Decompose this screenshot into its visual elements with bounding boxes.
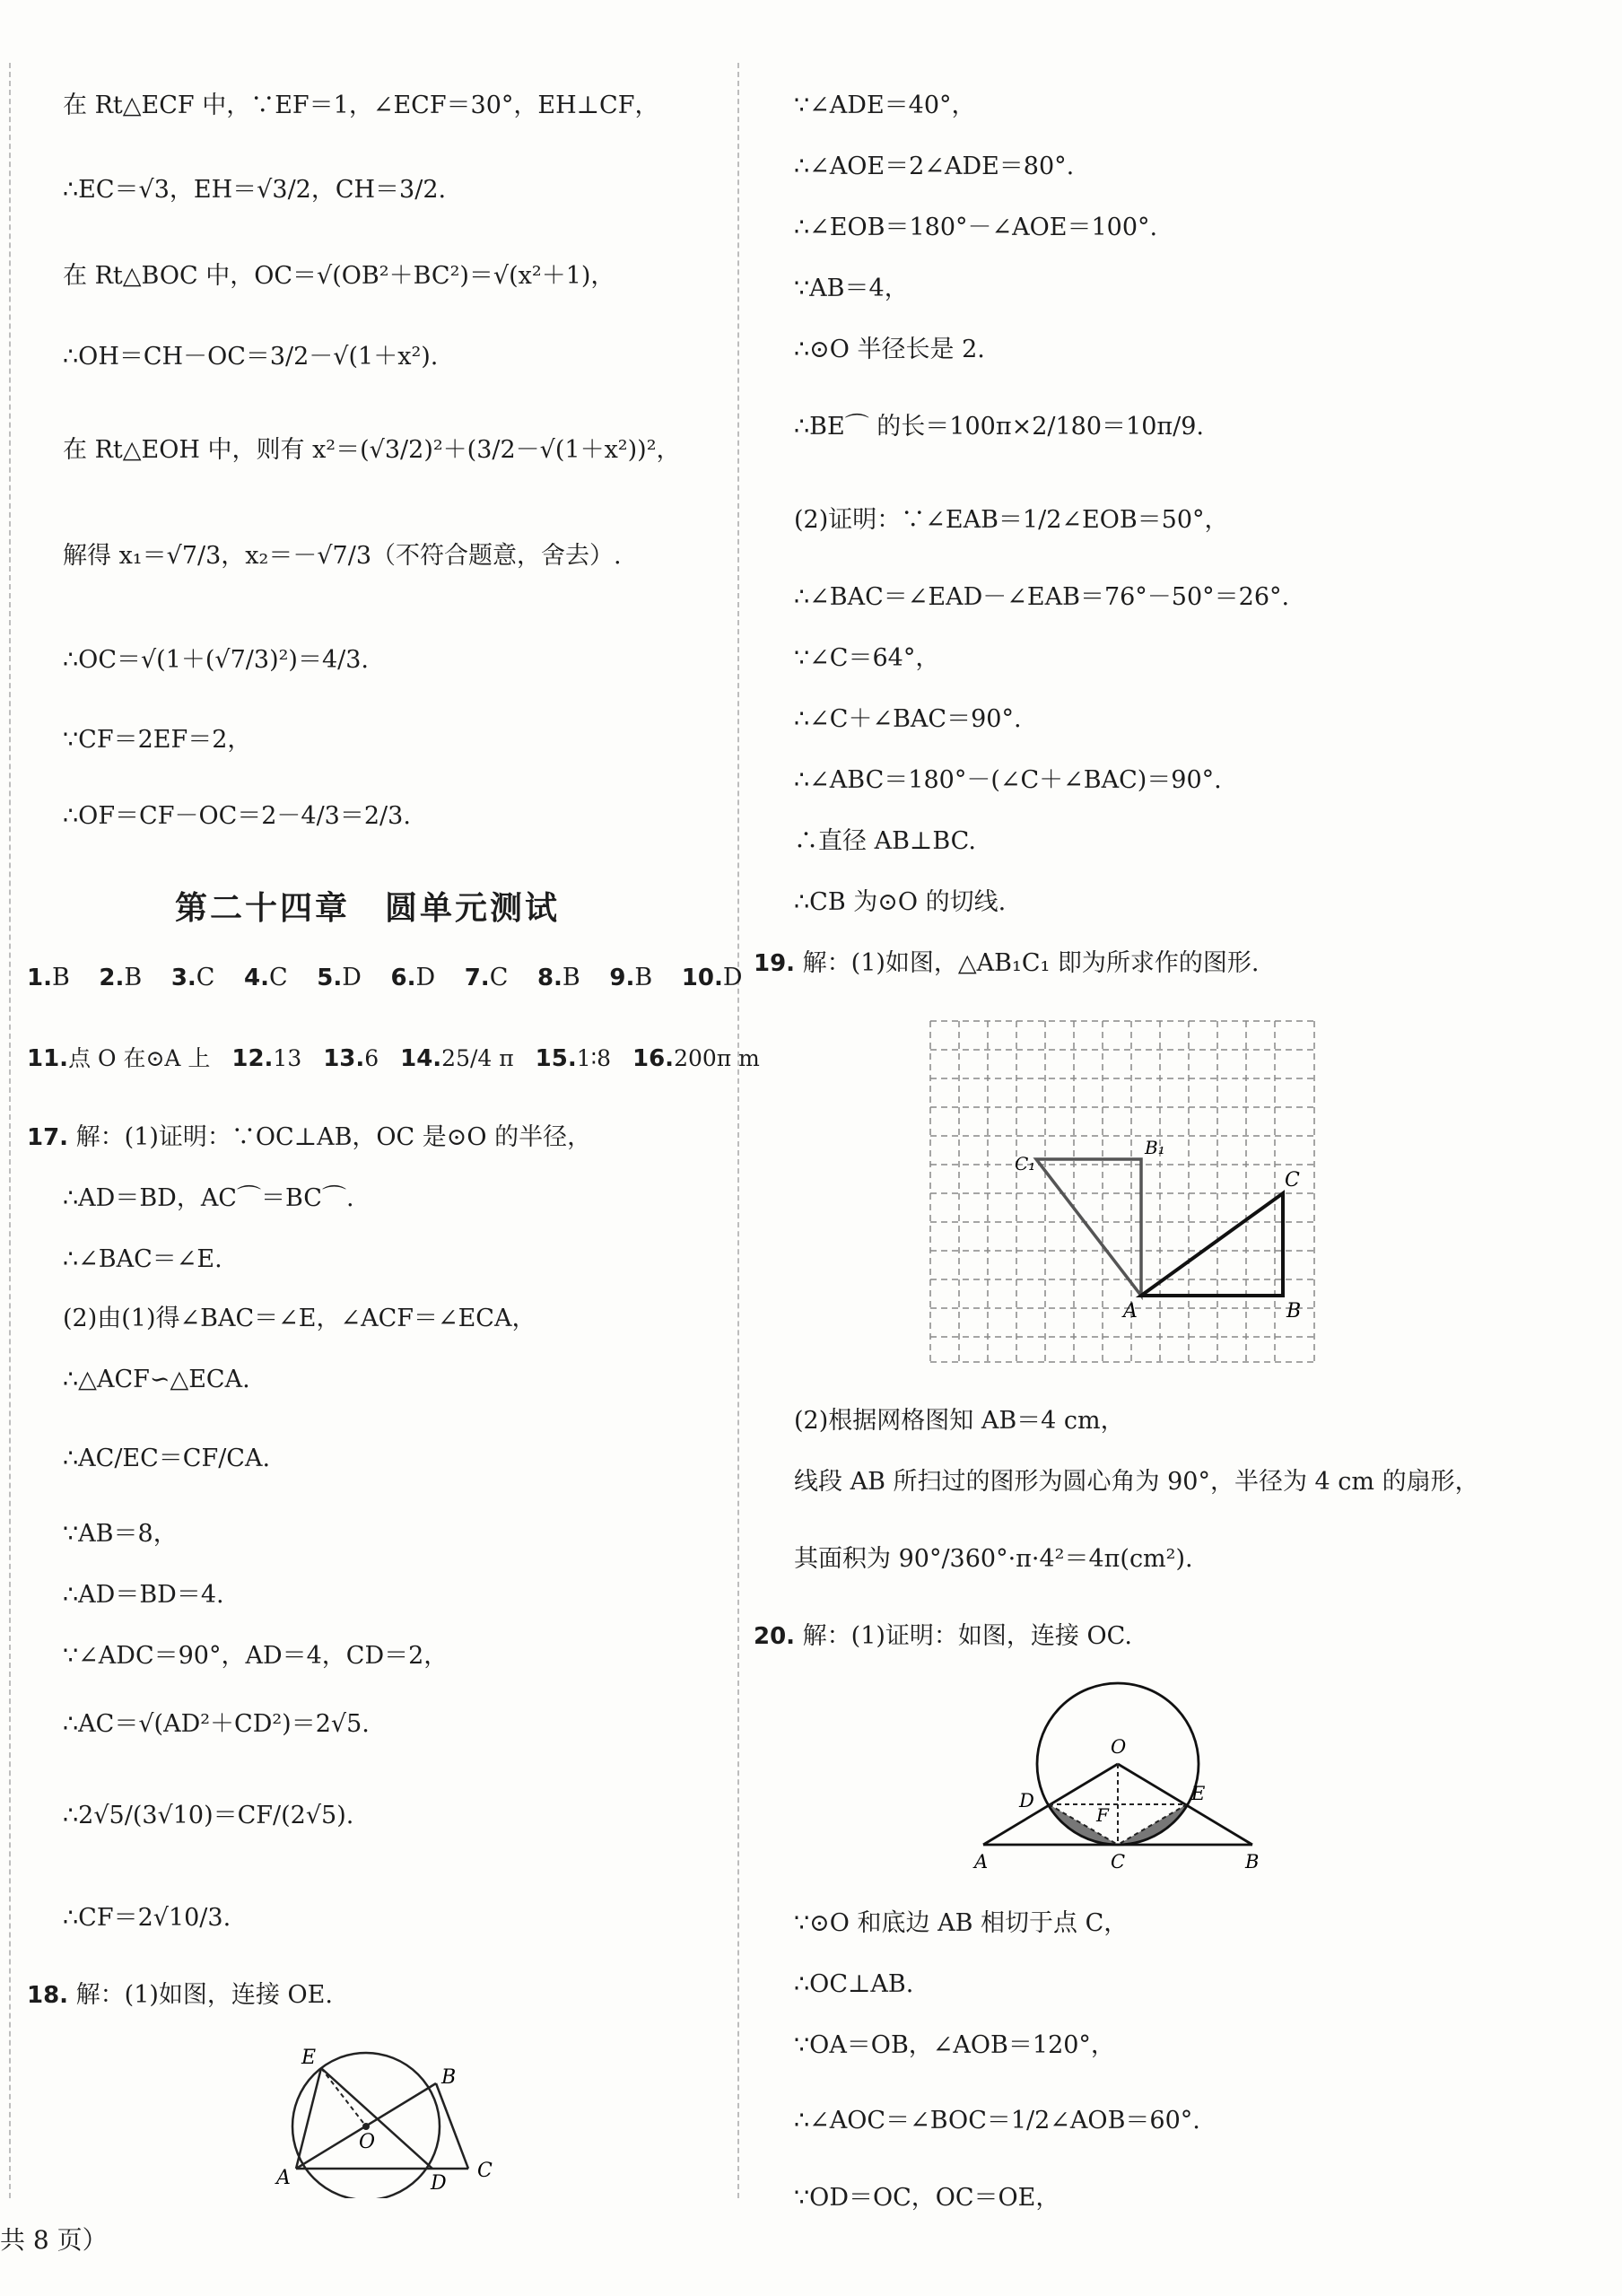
q17-line-5: ∴△ACF∽△ECA. [63, 1366, 250, 1393]
q19-first-line: 19. 解：(1)如图，△AB₁C₁ 即为所求作的图形. [754, 949, 1260, 977]
column-divider [737, 63, 739, 2198]
q17-line-12: ∴CF＝2√10/3. [63, 1904, 231, 1932]
q17-line-2: ∴AD＝BD，AC⌒＝BC⌒. [63, 1184, 354, 1212]
fig18-line-bc [436, 2083, 468, 2169]
fig18-label-a: A [276, 2167, 291, 2189]
q20-line-3: ∴OC⊥AB. [794, 1970, 914, 1998]
fig18-label-d: D [431, 2172, 447, 2195]
chapter-title: 第二十四章 圆单元测试 [175, 890, 561, 927]
fig20-label-o: O [1111, 1736, 1127, 1758]
q17-line-7: ∵AB＝8， [63, 1520, 178, 1548]
fig18-dashed-oe [321, 2068, 366, 2126]
fig20-label-d: D [1019, 1790, 1034, 1811]
fig19-rotated-triangle [1036, 1159, 1141, 1296]
q17-line-11: ∴2√5/(3√10)＝CF/(2√5). [63, 1802, 354, 1829]
fig20-label-f: F [1096, 1804, 1109, 1826]
right-line-7: (2)证明：∵∠EAB＝1/2∠EOB＝50°， [794, 506, 1229, 534]
q17-first-line: 17. 解：(1)证明：∵OC⊥AB，OC 是⊙O 的半径， [27, 1123, 592, 1151]
q17-line-9: ∵∠ADC＝90°，AD＝4，CD＝2， [63, 1642, 449, 1670]
q20-first-line: 20. 解：(1)证明：如图，连接 OC. [754, 1622, 1132, 1650]
right-line-5: ∴⊙O 半径长是 2. [794, 336, 985, 363]
fig19-label-a: A [1123, 1300, 1138, 1323]
fig18-center-dot [362, 2123, 370, 2130]
right-line-8: ∴∠BAC＝∠EAD－∠EAB＝76°－50°＝26°. [794, 583, 1290, 611]
q17-line-3: ∴∠BAC＝∠E. [63, 1245, 222, 1273]
fig18-label-e: E [301, 2047, 317, 2069]
q18-circle-figure [269, 2037, 520, 2198]
q20-line-4: ∵OA＝OB，∠AOB＝120°， [794, 2031, 1115, 2059]
fig19-label-c: C [1285, 1169, 1300, 1192]
right-line-10: ∴∠C＋∠BAC＝90°. [794, 705, 1022, 733]
fig19-label-b: B [1286, 1300, 1302, 1323]
fig19-original-triangle [1141, 1193, 1283, 1296]
left-line-5: 在 Rt△EOH 中，则有 x²＝(√3/2)²＋(3/2－√(1＋x²))²， [63, 436, 681, 464]
left-line-8: ∵CF＝2EF＝2， [63, 726, 252, 754]
left-margin-rule [9, 63, 11, 2198]
left-line-7: ∴OC＝√(1＋(√7/3)²)＝4/3. [63, 646, 370, 674]
q17-line-4: (2)由(1)得∠BAC＝∠E，∠ACF＝∠ECA， [63, 1305, 536, 1332]
page-footer: 共 8 页） [0, 2225, 108, 2255]
q20-line-2: ∵⊙O 和底边 AB 相切于点 C， [794, 1909, 1129, 1937]
right-line-1: ∵∠ADE＝40°， [794, 92, 976, 119]
choice-answers-row: 1.B 2.B 3.C 4.C 5.D 6.D 7.C 8.B 9.B 10.D [27, 964, 743, 991]
right-line-13: ∴CB 为⊙O 的切线. [794, 888, 1007, 916]
left-line-4: ∴OH＝CH－OC＝3/2－√(1＋x²). [63, 343, 439, 371]
q19-line-3: 线段 AB 所扫过的图形为圆心角为 90°，半径为 4 cm 的扇形， [794, 1468, 1479, 1496]
q19-line-2: (2)根据网格图知 AB＝4 cm， [794, 1407, 1125, 1435]
fig18-label-c: C [477, 2160, 493, 2182]
q19-grid-figure [924, 1016, 1319, 1367]
fig20-label-c: C [1111, 1851, 1126, 1873]
fig20-label-e: E [1191, 1783, 1206, 1804]
right-line-6: ∴BE⌒ 的长＝100π×2/180＝10π/9. [794, 413, 1204, 441]
q18-first-line: 18. 解：(1)如图，连接 OE. [27, 1981, 333, 2009]
left-line-1: 在 Rt△ECF 中，∵EF＝1，∠ECF＝30°，EH⊥CF， [63, 92, 659, 119]
fig20-label-b: B [1245, 1851, 1260, 1873]
q19-line-4: 其面积为 90°/360°·π·4²＝4π(cm²). [794, 1545, 1193, 1573]
fig19-label-b1: B₁ [1145, 1137, 1165, 1158]
fill-answers-row: 11.点 O 在⊙A 上 12.13 13.6 14.25/4 π 15.1∶8 16.200π m [27, 1045, 760, 1072]
left-line-6: 解得 x₁＝√7/3，x₂＝－√7/3（不符合题意，舍去）. [63, 542, 622, 570]
right-line-2: ∴∠AOE＝2∠ADE＝80°. [794, 153, 1075, 180]
right-line-3: ∴∠EOB＝180°－∠AOE＝100°. [794, 214, 1158, 241]
right-line-9: ∵∠C＝64°， [794, 644, 940, 672]
q17-line-8: ∴AD＝BD＝4. [63, 1581, 224, 1609]
q20-line-5: ∴∠AOC＝∠BOC＝1/2∠AOB＝60°. [794, 2107, 1200, 2134]
fig18-label-b: B [441, 2066, 457, 2089]
fig18-chord-ea [296, 2068, 321, 2169]
right-line-12: ∴直径 AB⊥BC. [794, 827, 976, 855]
q20-line-6: ∵OD＝OC，OC＝OE， [794, 2184, 1060, 2212]
q17-line-10: ∴AC＝√(AD²＋CD²)＝2√5. [63, 1710, 370, 1738]
q17-line-6: ∴AC/EC＝CF/CA. [63, 1445, 271, 1472]
left-line-2: ∴EC＝√3，EH＝√3/2，CH＝3/2. [63, 176, 447, 204]
left-line-9: ∴OF＝CF－OC＝2－4/3＝2/3. [63, 802, 411, 830]
fig18-label-o: O [359, 2131, 376, 2153]
right-line-4: ∵AB＝4， [794, 275, 909, 302]
right-line-11: ∴∠ABC＝180°－(∠C＋∠BAC)＝90°. [794, 766, 1222, 794]
fig19-label-c1: C₁ [1015, 1153, 1036, 1174]
fig20-label-a: A [974, 1851, 989, 1873]
left-line-3: 在 Rt△BOC 中，OC＝√(OB²＋BC²)＝√(x²＋1)， [63, 262, 615, 290]
q20-circle-figure [969, 1678, 1274, 1884]
